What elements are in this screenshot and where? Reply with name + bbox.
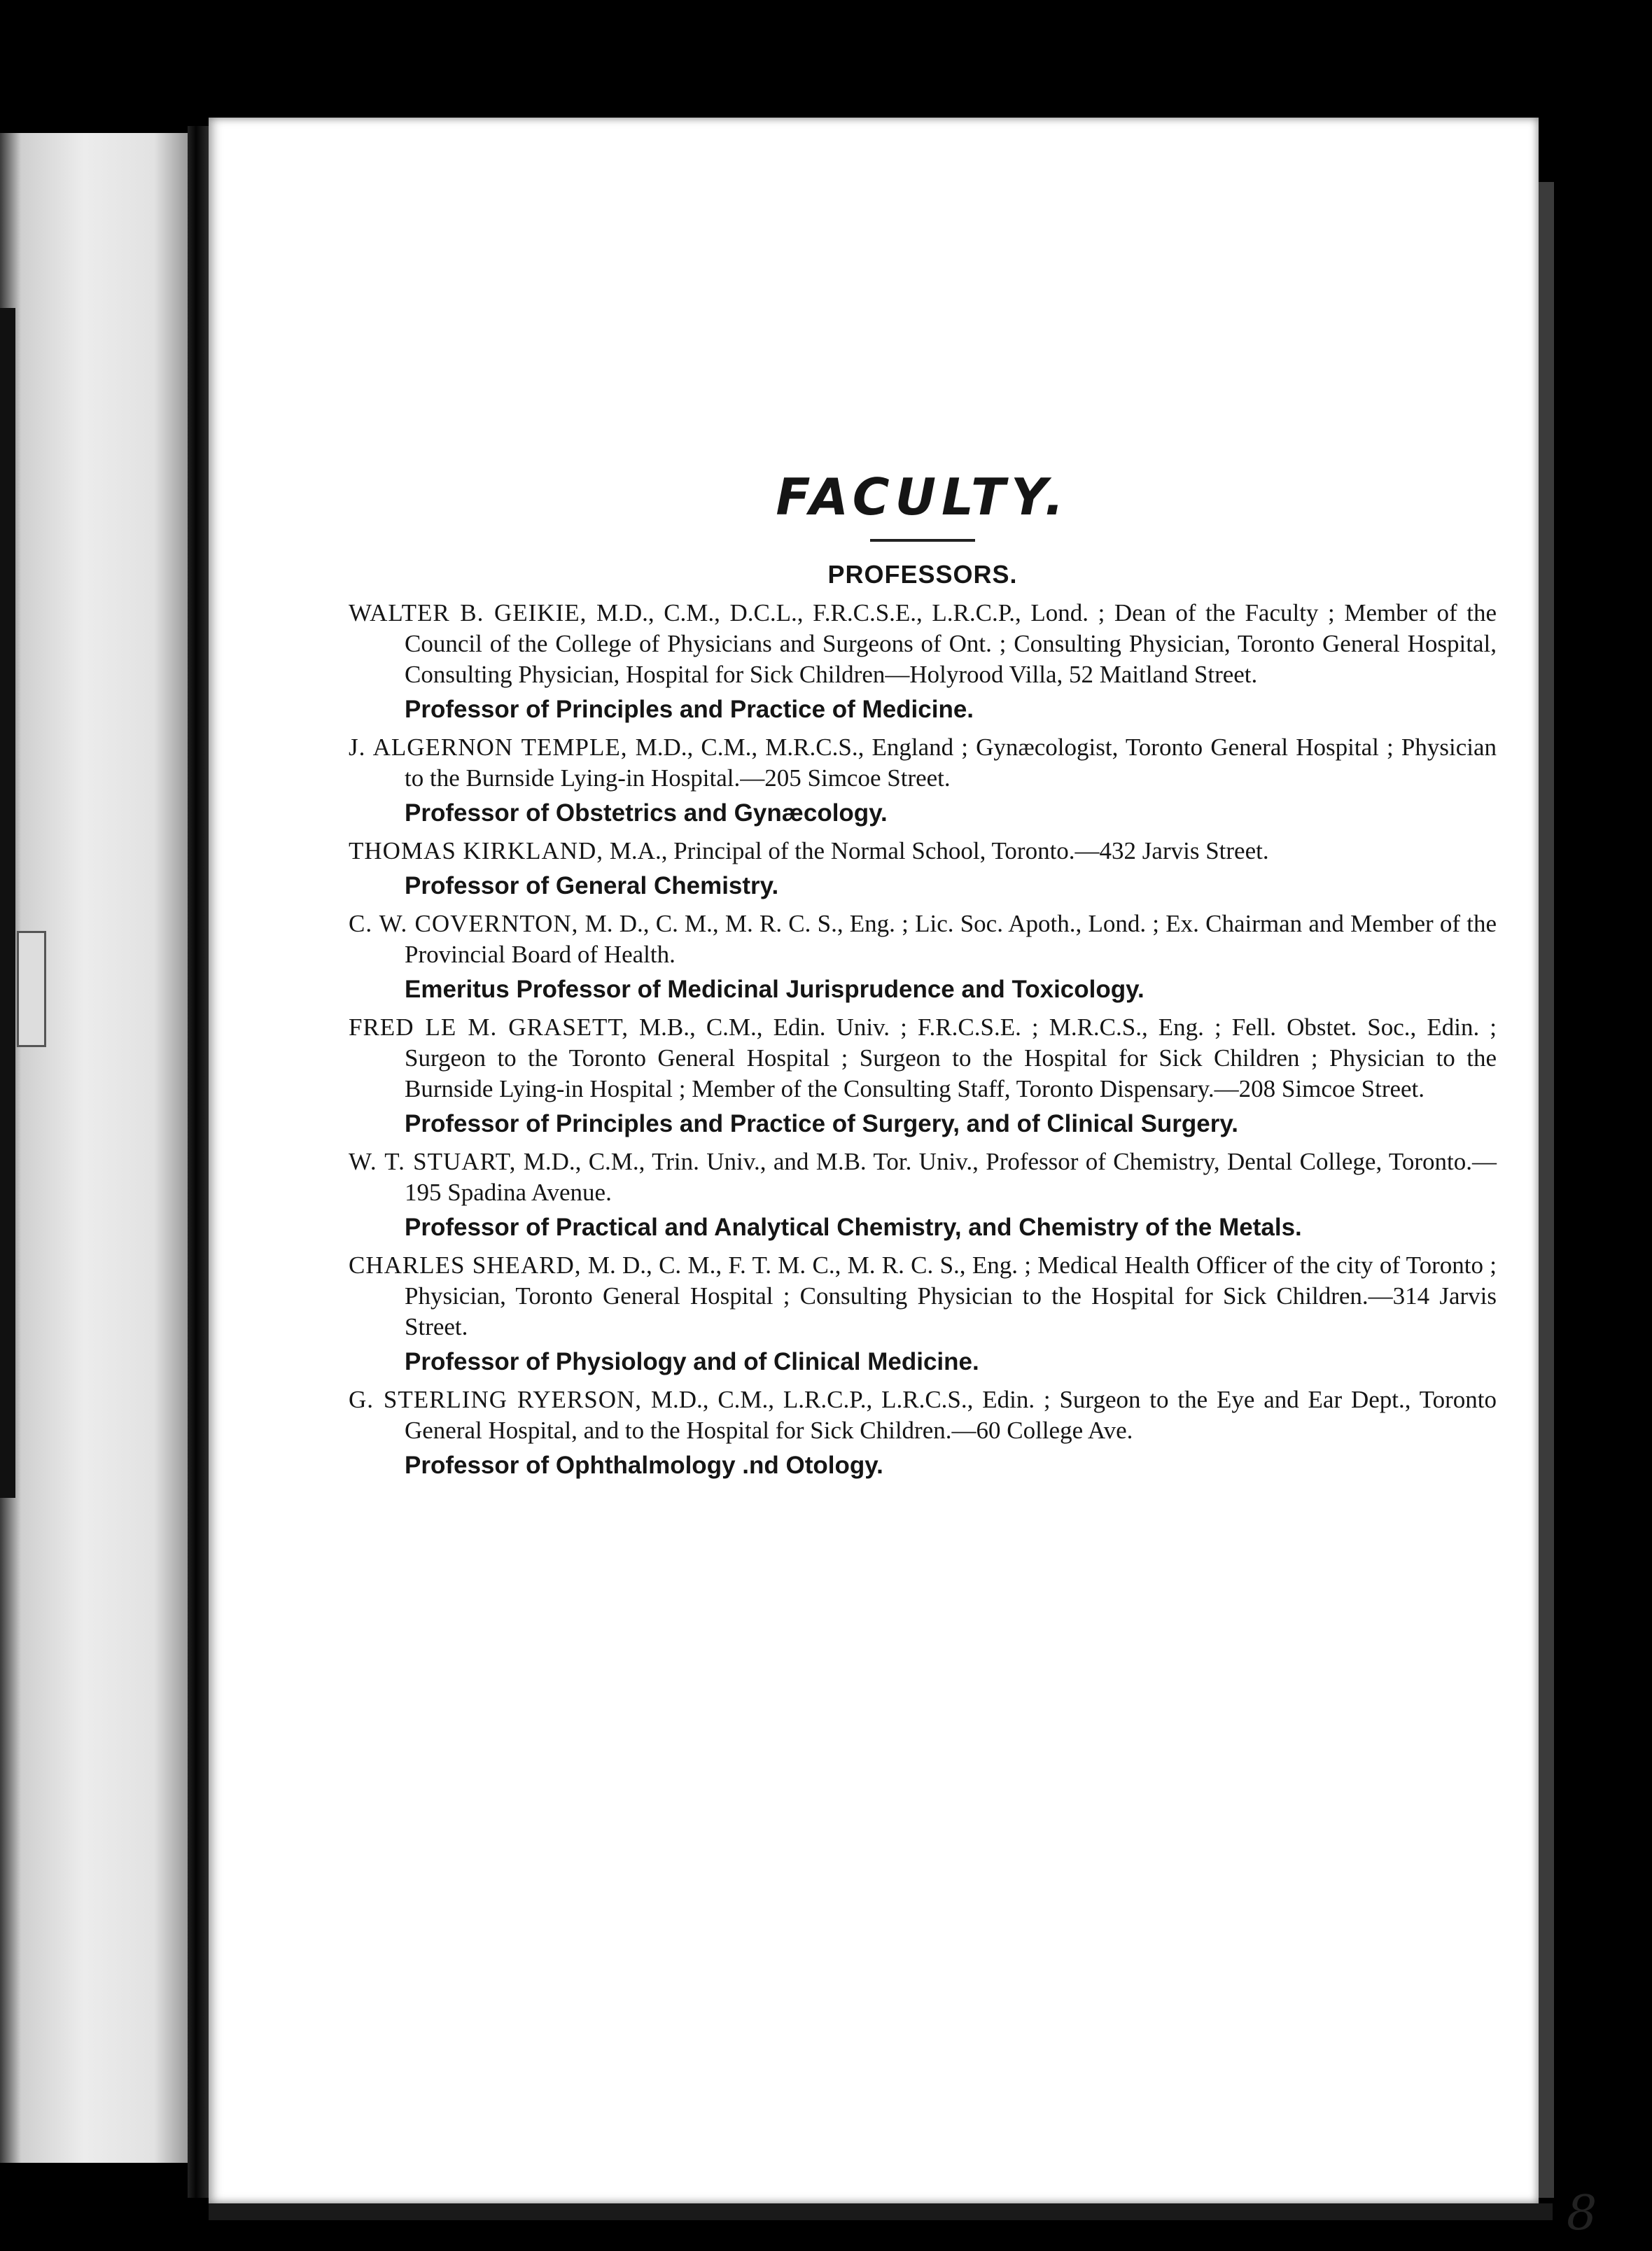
title-rule [870, 539, 975, 542]
professor-entry [349, 1250, 1497, 1377]
professor-chair: Professor of Practical and Analytical Chemistry, and Chemistry of the Metals. [405, 1214, 1302, 1241]
professor-entry [349, 598, 1497, 725]
bottom-shadow [209, 2203, 1553, 2220]
professor-entry [349, 836, 1497, 902]
professor-details: M.D., C.M., D.C.L., F.R.C.S.E., L.R.C.P., Lond. ; Dean of the Faculty ; Member of the Council of the College of Physicians and Surgeons of Ont. ; Consulting Physician, Toronto General Hospital, Consulting Physician, Hospital for Sick Children—Holyrood Villa, 52 Maitland Street. [405, 599, 1497, 688]
professor-name: FRED LE M. GRASETT, [349, 1014, 629, 1041]
professor-credentials [349, 909, 1497, 970]
professor-credentials [349, 1250, 1497, 1342]
professor-details: M.D., C.M., Trin. Univ., and M.B. Tor. Univ., Professor of Chemistry, Dental College, Toronto.—195 Spadina Avenue. [405, 1148, 1497, 1206]
professor-chair: Professor of Principles and Practice of Surgery, and of Clinical Surgery. [405, 1110, 1238, 1137]
professor-chair: Professor of Obstetrics and Gynæcology. [405, 799, 888, 827]
professor-details: M.A., Principal of the Normal School, Toronto.—432 Jarvis Street. [609, 837, 1269, 864]
professor-name: WALTER B. GEIKIE, [349, 599, 587, 626]
professor-name: G. STERLING RYERSON, [349, 1386, 643, 1413]
professor-chair: Professor of Ophthalmology .nd Otology. [405, 1452, 883, 1479]
page-mark: 8 [1567, 2186, 1597, 2241]
professor-credentials [349, 1384, 1497, 1446]
book-gutter [188, 126, 209, 2198]
professor-name: CHARLES SHEARD, [349, 1251, 582, 1279]
professor-credentials [349, 598, 1497, 690]
binding-shadow [0, 308, 15, 1498]
section-heading: PROFESSORS. [827, 560, 1018, 589]
professor-entry [349, 1012, 1497, 1139]
professor-name: J. ALGERNON TEMPLE, [349, 734, 628, 761]
professor-chair: Professor of Physiology and of Clinical Medicine. [405, 1348, 979, 1375]
professor-details: M.D., C.M., M.R.C.S., England ; Gynæcologist, Toronto General Hospital ; Physician to the Burnside Lying-in Hospital.—205 Simcoe Street. [405, 734, 1497, 792]
document-page [209, 118, 1597, 2241]
professor-entry [349, 1146, 1497, 1243]
left-page-edge [0, 133, 188, 2163]
professor-details: M. D., C. M., M. R. C. S., Eng. ; Lic. Soc. Apoth., Lond. ; Ex. Chairman and Member of the Provincial Board of Health. [405, 910, 1497, 968]
professor-list [349, 598, 1497, 1481]
professor-chair: Emeritus Professor of Medicinal Jurisprudence and Toxicology. [405, 976, 1144, 1003]
professor-name: C. W. COVERNTON, [349, 910, 579, 937]
page-content [349, 468, 1497, 1488]
professor-entry [349, 732, 1497, 829]
professor-credentials [349, 1146, 1497, 1208]
professor-entry [349, 909, 1497, 1005]
professor-details: M.D., C.M., L.R.C.P., L.R.C.S., Edin. ; Surgeon to the Eye and Ear Dept., Toronto General Hospital, and to the Hospital for Sick Children.—60 College Ave. [405, 1386, 1497, 1444]
professor-entry [349, 1384, 1497, 1481]
page-title: FACULTY. [776, 468, 1070, 526]
professor-details: M.B., C.M., Edin. Univ. ; F.R.C.S.E. ; M.R.C.S., Eng. ; Fell. Obstet. Soc., Edin. ; Surgeon to the Toronto General Hospital ; Surgeon to the Hospital for Sick Children ; Physician to the Burnside Lying-in Hospital ; Member of the Consulting Staff, Toronto Dispensary.—208 Simcoe Street. [405, 1014, 1497, 1102]
professor-chair: Professor of Principles and Practice of Medicine. [405, 696, 974, 723]
professor-credentials [349, 1012, 1497, 1105]
left-page-fragment [17, 931, 46, 1047]
professor-chair: Professor of General Chemistry. [405, 872, 779, 899]
professor-details: M. D., C. M., F. T. M. C., M. R. C. S., Eng. ; Medical Health Officer of the city of Toronto ; Physician, Toronto General Hospital ; Consulting Physician to the Hospital for Sick Children.—314 Jarvis Street. [405, 1251, 1497, 1340]
professor-credentials [349, 732, 1497, 794]
professor-name: W. T. STUART, [349, 1148, 517, 1175]
right-page-edge [1539, 182, 1554, 2198]
professor-credentials [349, 836, 1497, 867]
professor-name: THOMAS KIRKLAND, [349, 837, 604, 864]
